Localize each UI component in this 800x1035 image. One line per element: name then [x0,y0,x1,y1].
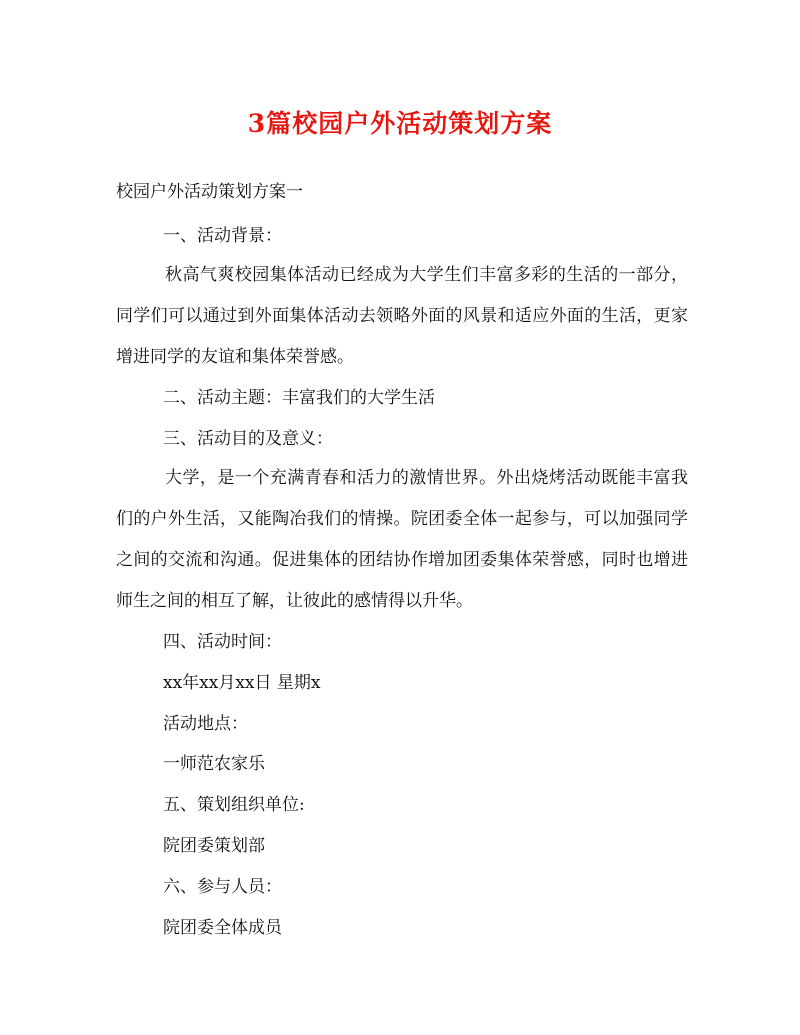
purpose-paragraph: 大学，是一个充满青春和活力的激情世界。外出烧烤活动既能丰富我们的户外生活，又能陶冶我们的情操。院团委全体一起参与，可以加强同学之间的交流和沟通。促进集体的团结协作增加团委集体荣誉感，同时也增进师生之间的相互了解，让彼此的感情得以升华。 [116,468,688,611]
place-value: 一师范农家乐 [163,754,265,774]
place-heading: 活动地点： [163,714,248,734]
purpose-heading: 三、活动目的及意义： [163,429,333,449]
organizer-value: 院团委策划部 [163,836,265,856]
document-title: 3篇校园户外活动策划方案 [247,109,553,138]
time-heading: 四、活动时间： [163,632,282,652]
background-paragraph: 秋高气爽校园集体活动已经成为大学生们丰富多彩的生活的一部分，同学们可以通过到外面集体活动去领略外面的风景和适应外面的生活，更家增进同学的友谊和集体荣誉感。 [116,265,688,367]
participants-heading: 六、参与人员： [163,877,282,897]
theme-line: 二、活动主题：丰富我们的大学生活 [163,388,435,408]
subtitle: 校园户外活动策划方案一 [116,182,303,202]
organizer-heading: 五、策划组织单位: [163,795,305,815]
participants-value: 院团委全体成员 [163,918,282,938]
time-value: xx年xx月xx日 星期x [163,673,321,693]
background-heading: 一、活动背景： [163,226,282,246]
